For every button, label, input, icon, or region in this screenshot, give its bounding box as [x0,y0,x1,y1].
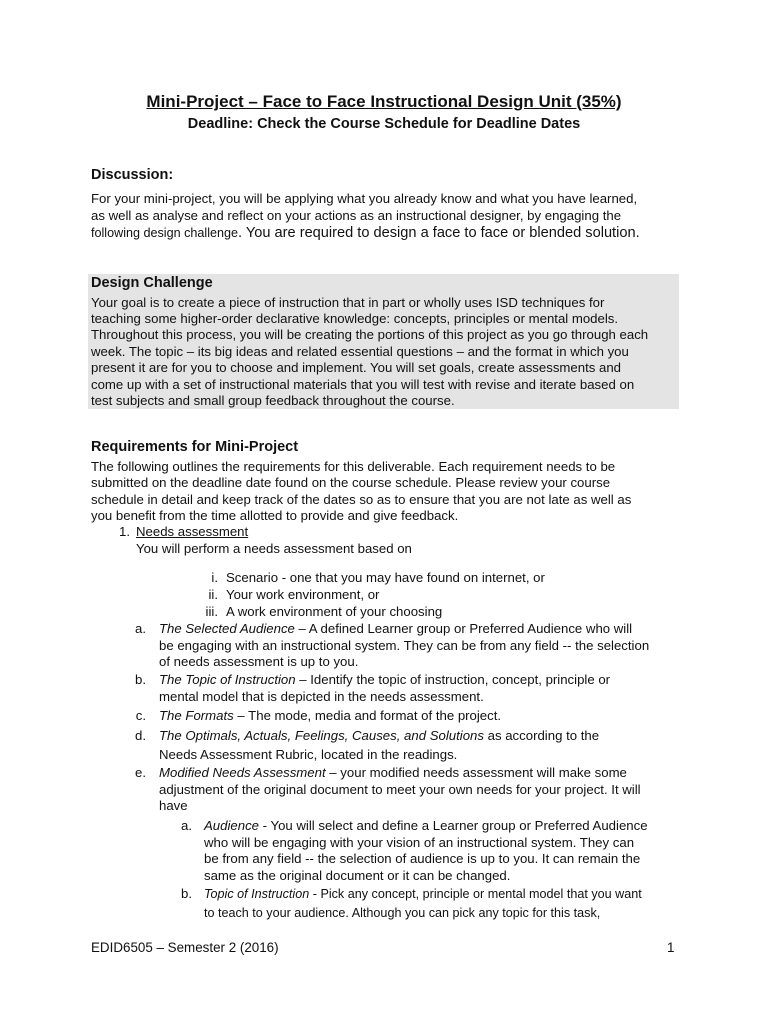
design-challenge-line: come up with a set of instructional materials that you will test with revise and iterate based on [91,377,635,392]
list-item-line: Needs Assessment Rubric, located in the readings. [159,747,458,762]
description: – Identify the topic of instruction, concept, principle or [295,672,611,687]
discussion-line: as well as analyse and reflect on your actions as an instructional designer, by engaging the [91,208,622,223]
design-challenge-line: test subjects and small group feedback throughout the course. [91,393,455,408]
alpha-label: e. [135,765,146,780]
roman-item: Your work environment, or [226,587,380,602]
page-number: 1 [667,940,675,955]
sub-list-item-line: be from any field -- the selection of audience is up to you. It can remain the [204,851,641,866]
design-challenge-line: teaching some higher-order declarative knowledge: concepts, principles or mental models. [91,311,619,326]
roman-item: A work environment of your choosing [226,604,443,619]
list-item [159,621,632,638]
term: Audience [204,818,259,833]
requirements-intro-line: schedule in detail and keep track of the dates so as to ensure that you are not late as well as [91,492,632,507]
sub-list-item-line: who will be engaging with your vision of an instructional system. They can [204,835,635,850]
design-challenge-line: week. The topic – its big ideas and related essential questions – and the format in which you [91,344,629,359]
alpha-label: d. [135,728,146,743]
needs-assessment-text: You will perform a needs assessment based on [136,541,412,556]
description: - Pick any concept, principle or mental model that you want [309,887,642,901]
description: – your modified needs assessment will make some [325,765,627,780]
needs-assessment-title: Needs assessment [136,524,249,539]
list-item [159,708,501,725]
page-title: Mini-Project – Face to Face Instructional Design Unit (35%) [146,92,622,111]
design-challenge-heading: Design Challenge [91,275,213,291]
term: The Selected Audience [159,621,295,636]
list-item [159,728,599,745]
description: as according to the [483,728,600,743]
discussion-heading: Discussion: [91,167,174,183]
list-item-line: of needs assessment is up to you. [159,654,359,669]
term: The Optimals, Actuals, Feelings, Causes, and Solutions [159,728,484,743]
sub-list-item-line: to teach to your audience. Although you can pick any topic for this task, [204,906,601,920]
term: The Formats [159,708,234,723]
alpha-label: a. [135,621,146,636]
sub-alpha-label: b. [181,886,192,901]
roman-label: iii. [205,604,218,619]
list-number: 1. [119,524,130,539]
roman-label: i. [211,570,218,585]
design-challenge-line: present it are for you to choose and implement. You will set goals, create assessments and [91,360,621,375]
footer-course: EDID6505 – Semester 2 (2016) [91,940,279,955]
alpha-label: c. [135,708,146,723]
requirements-intro-line: you benefit from the time allotted to provide and give feedback. [91,508,459,523]
list-item-line: mental model that is depicted in the needs assessment. [159,689,484,704]
roman-label: ii. [208,587,218,602]
design-challenge-line: Throughout this process, you will be creating the portions of this project as you go through each [91,327,649,342]
discussion-line-end: . You are required to design a face to face or blended solution. [238,225,640,241]
sub-list-item [204,886,642,903]
description: - You will select and define a Learner group or Preferred Audience [259,818,648,833]
discussion-line-start: following design challenge [91,226,239,240]
list-item [159,672,610,689]
description: – A defined Learner group or Preferred Audience who will [294,621,633,636]
list-item-line: adjustment of the original document to meet your own needs for your project. It will [159,782,641,797]
list-item-line: be engaging with an instructional system. They can be from any field -- the selection [159,638,650,653]
sub-list-item [204,818,648,835]
term: Topic of Instruction [204,887,310,901]
list-item [159,765,627,782]
discussion-line: For your mini-project, you will be applying what you already know and what you have learned, [91,191,638,206]
term: The Topic of Instruction [159,672,296,687]
sub-alpha-label: a. [181,818,192,833]
requirements-intro-line: submitted on the deadline date found on the course schedule. Please review your course [91,475,611,490]
design-challenge-line: Your goal is to create a piece of instruction that in part or wholly uses ISD techniques for [91,295,605,310]
deadline-subtitle: Deadline: Check the Course Schedule for Deadline Dates [187,116,581,132]
roman-item: Scenario - one that you may have found on internet, or [226,570,545,585]
discussion-line [91,225,640,242]
alpha-label: b. [135,672,146,687]
requirements-heading: Requirements for Mini-Project [91,439,299,455]
requirements-intro-line: The following outlines the requirements for this deliverable. Each requirement needs to be [91,459,616,474]
description: – The mode, media and format of the project. [233,708,502,723]
list-item-line: have [159,798,188,813]
term: Modified Needs Assessment [159,765,326,780]
sub-list-item-line: same as the original document or it can be changed. [204,868,511,883]
